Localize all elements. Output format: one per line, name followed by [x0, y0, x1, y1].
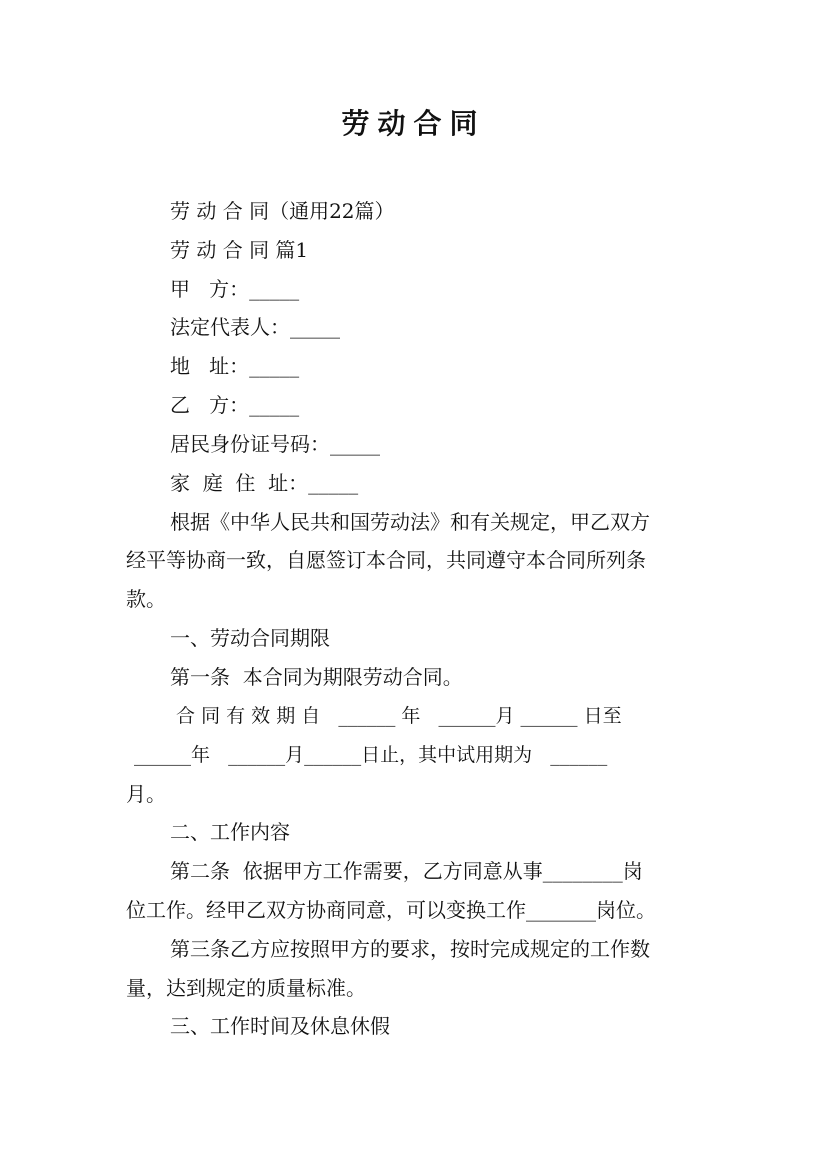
clause-line: 第二条 依据甲方工作需要，乙方同意从事________岗 [170, 859, 643, 883]
section-heading: 劳 动 合 同 篇1 [170, 238, 309, 262]
page-title: 劳动合同 [341, 107, 486, 140]
term-line: ______年 ______月______日止，其中试用期为 ______ [128, 744, 608, 766]
paragraph-line: 款。 [126, 587, 166, 611]
clause-line: 位工作。经甲乙双方协商同意，可以变换工作_______岗位。 [126, 898, 656, 922]
section-heading: 三、工作时间及休息休假 [170, 1014, 390, 1038]
term-line: 合 同 有 效 期 自 ______ 年 ______月 ______ 日至 [170, 705, 622, 727]
legal-rep-field: 法定代表人：_____ [170, 315, 340, 339]
clause-line: 量，达到规定的质量标准。 [126, 976, 366, 1000]
party-a-field: 甲 方：_____ [170, 277, 300, 301]
contract-heading: 劳 动 合 同（通用22篇） [170, 199, 395, 223]
party-b-field: 乙 方：_____ [170, 393, 300, 417]
id-number-field: 居民身份证号码：_____ [170, 432, 380, 456]
section-heading: 二、工作内容 [170, 820, 290, 844]
term-line: 月。 [126, 782, 166, 806]
paragraph-line: 根据《中华人民共和国劳动法》和有关规定，甲乙双方 [170, 510, 650, 534]
paragraph-line: 经平等协商一致，自愿签订本合同，共同遵守本合同所列条 [126, 548, 646, 572]
section-heading: 一、劳动合同期限 [170, 626, 330, 650]
clause-line: 第一条 本合同为期限劳动合同。 [170, 665, 463, 689]
address-field: 地 址：_____ [170, 354, 300, 378]
home-address-field: 家 庭 住 址：_____ [170, 471, 359, 495]
clause-line: 第三条乙方应按照甲方的要求，按时完成规定的工作数 [170, 937, 650, 961]
